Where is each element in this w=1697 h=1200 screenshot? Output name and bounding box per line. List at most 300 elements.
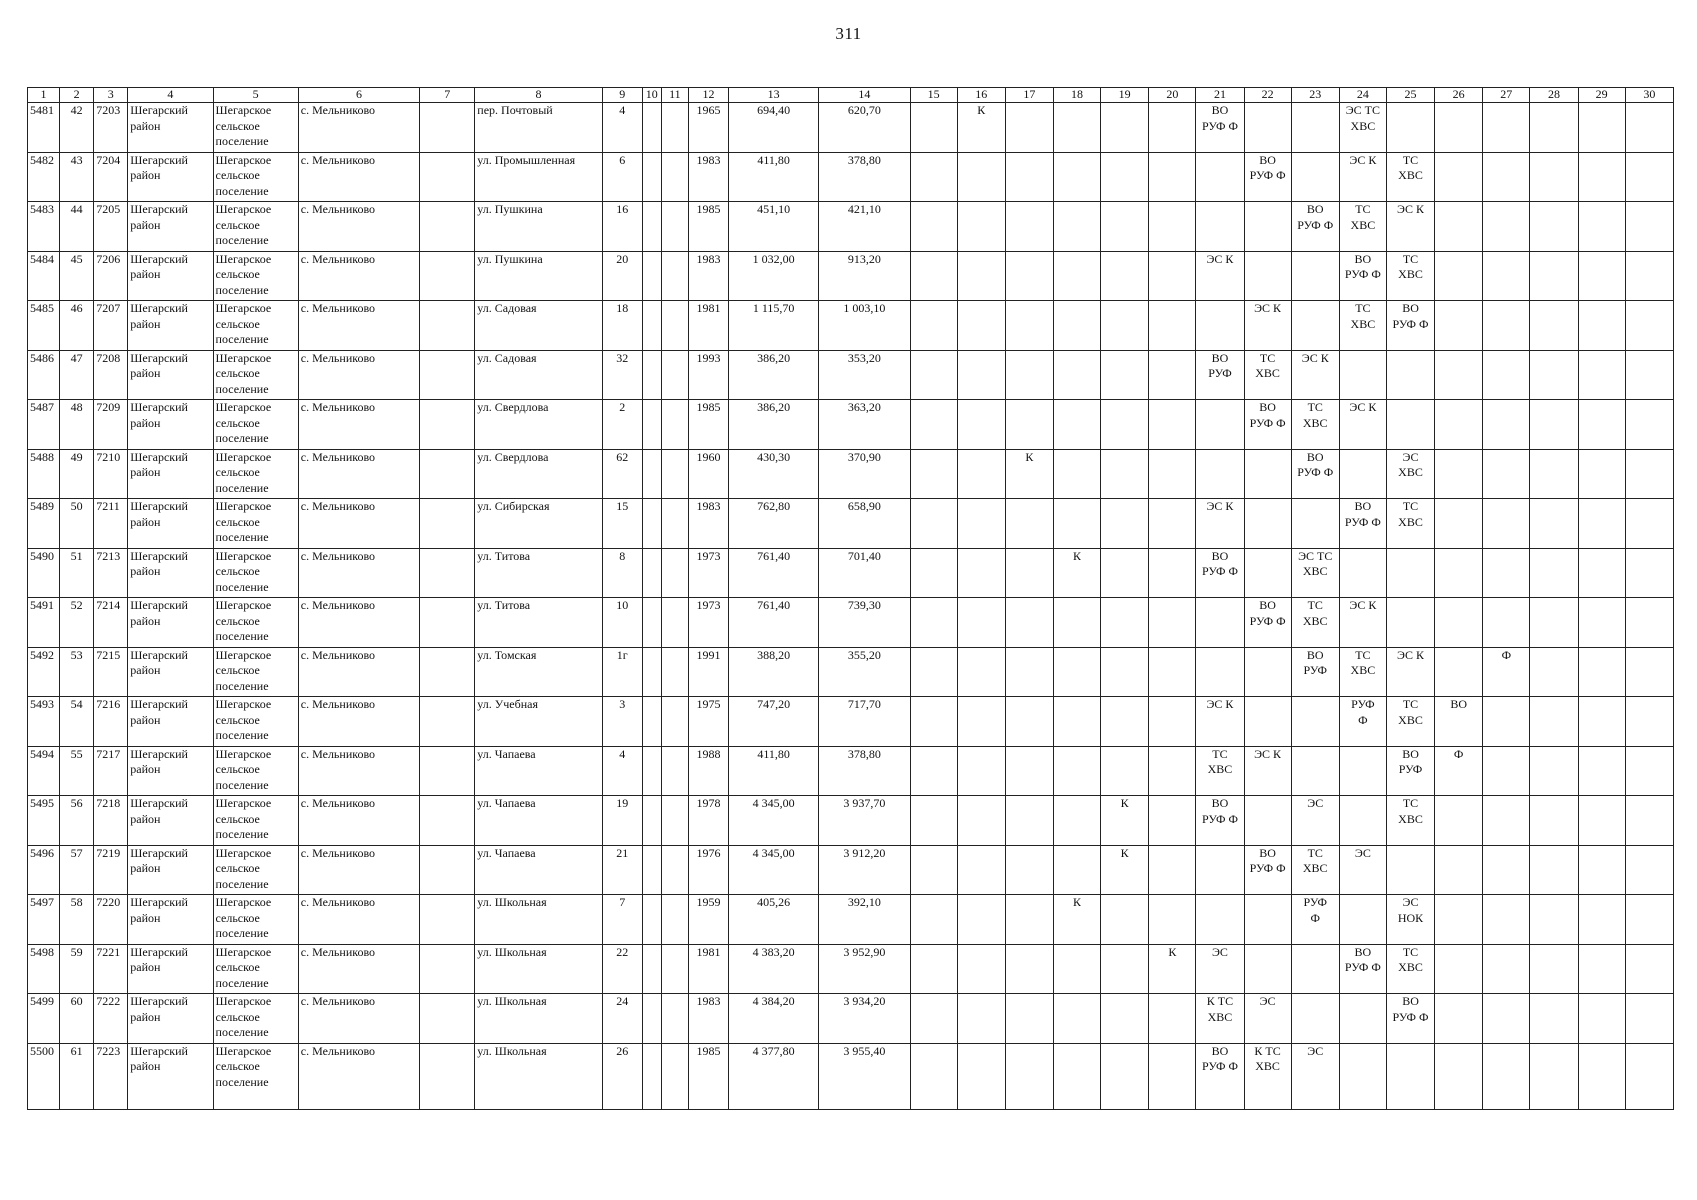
cell-col-5: Шегарское сельское поселение: [213, 103, 298, 153]
cell-col-9: 18: [602, 301, 642, 351]
cell-col-19: [1101, 598, 1149, 648]
cell-col-24: [1339, 994, 1386, 1044]
cell-col-30: [1625, 845, 1673, 895]
column-number-16: 16: [957, 88, 1005, 103]
cell-col-23: [1291, 251, 1339, 301]
cell-col-14: 1 003,10: [819, 301, 910, 351]
cell-col-26: [1435, 103, 1483, 153]
cell-col-2: 53: [60, 647, 94, 697]
table-row: [28, 350, 1674, 400]
cell-col-8: ул. Титова: [475, 598, 602, 648]
cell-col-14: 717,70: [819, 697, 910, 747]
cell-col-23: [1291, 301, 1339, 351]
cell-col-6: с. Мельниково: [298, 350, 419, 400]
cell-col-12: 1981: [688, 301, 728, 351]
cell-col-11: [661, 499, 688, 549]
cell-col-4: Шегарский район: [128, 350, 213, 400]
cell-col-9: 24: [602, 994, 642, 1044]
column-number-3: 3: [94, 88, 128, 103]
cell-col-24: РУФ Ф: [1339, 697, 1386, 747]
cell-col-14: 3 934,20: [819, 994, 910, 1044]
cell-col-11: [661, 103, 688, 153]
cell-col-29: [1578, 548, 1625, 598]
cell-col-12: 1983: [688, 251, 728, 301]
cell-col-13: 4 345,00: [729, 845, 819, 895]
cell-col-13: 1 115,70: [729, 301, 819, 351]
cell-col-27: [1483, 1043, 1530, 1109]
cell-col-6: с. Мельниково: [298, 1043, 419, 1109]
cell-col-2: 47: [60, 350, 94, 400]
cell-col-23: ЭС К: [1291, 350, 1339, 400]
cell-col-2: 44: [60, 202, 94, 252]
cell-col-20: [1149, 746, 1196, 796]
cell-col-26: [1435, 1043, 1483, 1109]
cell-col-18: К: [1053, 895, 1100, 945]
cell-col-12: 1978: [688, 796, 728, 846]
cell-col-21: ЭС К: [1196, 697, 1244, 747]
cell-col-20: [1149, 103, 1196, 153]
cell-col-16: [957, 647, 1005, 697]
cell-col-15: [910, 499, 957, 549]
cell-col-4: Шегарский район: [128, 400, 213, 450]
cell-col-13: 4 383,20: [729, 944, 819, 994]
cell-col-4: Шегарский район: [128, 598, 213, 648]
table-row: [28, 845, 1674, 895]
cell-col-12: 1983: [688, 499, 728, 549]
cell-col-5: Шегарское сельское поселение: [213, 845, 298, 895]
cell-col-30: [1625, 449, 1673, 499]
cell-col-16: [957, 1043, 1005, 1109]
cell-col-20: [1149, 647, 1196, 697]
cell-col-5: Шегарское сельское поселение: [213, 647, 298, 697]
cell-col-8: ул. Промышленная: [475, 152, 602, 202]
cell-col-30: [1625, 796, 1673, 846]
cell-col-25: [1386, 350, 1434, 400]
cell-col-19: К: [1101, 845, 1149, 895]
cell-col-23: ВО РУФ: [1291, 647, 1339, 697]
cell-col-18: [1053, 152, 1100, 202]
cell-col-24: ТС ХВС: [1339, 647, 1386, 697]
cell-col-3: 7203: [94, 103, 128, 153]
cell-col-19: [1101, 202, 1149, 252]
column-number-29: 29: [1578, 88, 1625, 103]
cell-col-1: 5489: [28, 499, 60, 549]
cell-col-23: РУФ Ф: [1291, 895, 1339, 945]
cell-col-9: 32: [602, 350, 642, 400]
cell-col-20: [1149, 499, 1196, 549]
column-number-10: 10: [642, 88, 661, 103]
cell-col-19: [1101, 994, 1149, 1044]
cell-col-1: 5493: [28, 697, 60, 747]
cell-col-6: с. Мельниково: [298, 895, 419, 945]
cell-col-28: [1530, 697, 1578, 747]
cell-col-9: 3: [602, 697, 642, 747]
cell-col-17: [1005, 598, 1053, 648]
cell-col-2: 50: [60, 499, 94, 549]
cell-col-9: 4: [602, 746, 642, 796]
column-number-14: 14: [819, 88, 910, 103]
cell-col-24: [1339, 350, 1386, 400]
cell-col-22: ВО РУФ Ф: [1244, 845, 1291, 895]
column-number-30: 30: [1625, 88, 1673, 103]
cell-col-26: [1435, 944, 1483, 994]
cell-col-29: [1578, 350, 1625, 400]
cell-col-17: [1005, 499, 1053, 549]
column-number-5: 5: [213, 88, 298, 103]
cell-col-28: [1530, 350, 1578, 400]
cell-col-6: с. Мельниково: [298, 152, 419, 202]
cell-col-5: Шегарское сельское поселение: [213, 301, 298, 351]
table-row: [28, 449, 1674, 499]
cell-col-1: 5482: [28, 152, 60, 202]
cell-col-7: [420, 350, 475, 400]
cell-col-24: [1339, 895, 1386, 945]
cell-col-17: [1005, 845, 1053, 895]
cell-col-26: [1435, 202, 1483, 252]
cell-col-26: [1435, 548, 1483, 598]
cell-col-14: 353,20: [819, 350, 910, 400]
cell-col-14: 3 912,20: [819, 845, 910, 895]
cell-col-25: ТС ХВС: [1386, 944, 1434, 994]
cell-col-25: [1386, 845, 1434, 895]
cell-col-11: [661, 251, 688, 301]
cell-col-7: [420, 994, 475, 1044]
cell-col-8: пер. Почтовый: [475, 103, 602, 153]
cell-col-6: с. Мельниково: [298, 449, 419, 499]
cell-col-28: [1530, 895, 1578, 945]
cell-col-9: 21: [602, 845, 642, 895]
cell-col-23: ТС ХВС: [1291, 845, 1339, 895]
cell-col-22: ВО РУФ Ф: [1244, 400, 1291, 450]
cell-col-29: [1578, 449, 1625, 499]
cell-col-27: [1483, 697, 1530, 747]
cell-col-9: 20: [602, 251, 642, 301]
cell-col-12: 1985: [688, 202, 728, 252]
cell-col-26: [1435, 152, 1483, 202]
cell-col-30: [1625, 301, 1673, 351]
cell-col-21: [1196, 202, 1244, 252]
cell-col-21: ЭС К: [1196, 499, 1244, 549]
cell-col-23: [1291, 994, 1339, 1044]
cell-col-15: [910, 845, 957, 895]
cell-col-4: Шегарский район: [128, 152, 213, 202]
cell-col-12: 1959: [688, 895, 728, 945]
cell-col-10: [642, 1043, 661, 1109]
cell-col-28: [1530, 746, 1578, 796]
cell-col-16: [957, 400, 1005, 450]
cell-col-6: с. Мельниково: [298, 548, 419, 598]
cell-col-12: 1983: [688, 994, 728, 1044]
column-number-19: 19: [1101, 88, 1149, 103]
cell-col-17: [1005, 994, 1053, 1044]
cell-col-10: [642, 251, 661, 301]
cell-col-17: [1005, 944, 1053, 994]
cell-col-27: [1483, 598, 1530, 648]
cell-col-10: [642, 647, 661, 697]
cell-col-23: ТС ХВС: [1291, 598, 1339, 648]
cell-col-19: [1101, 647, 1149, 697]
cell-col-8: ул. Школьная: [475, 1043, 602, 1109]
column-number-28: 28: [1530, 88, 1578, 103]
cell-col-29: [1578, 301, 1625, 351]
cell-col-11: [661, 350, 688, 400]
cell-col-10: [642, 895, 661, 945]
cell-col-18: [1053, 202, 1100, 252]
cell-col-4: Шегарский район: [128, 796, 213, 846]
cell-col-3: 7209: [94, 400, 128, 450]
cell-col-20: [1149, 152, 1196, 202]
cell-col-7: [420, 202, 475, 252]
cell-col-23: ТС ХВС: [1291, 400, 1339, 450]
cell-col-3: 7213: [94, 548, 128, 598]
cell-col-23: [1291, 499, 1339, 549]
cell-col-20: [1149, 449, 1196, 499]
cell-col-19: [1101, 944, 1149, 994]
cell-col-27: [1483, 845, 1530, 895]
cell-col-18: [1053, 301, 1100, 351]
cell-col-7: [420, 647, 475, 697]
cell-col-13: 388,20: [729, 647, 819, 697]
cell-col-3: 7204: [94, 152, 128, 202]
cell-col-13: 451,10: [729, 202, 819, 252]
cell-col-29: [1578, 647, 1625, 697]
cell-col-11: [661, 449, 688, 499]
cell-col-15: [910, 647, 957, 697]
cell-col-20: [1149, 350, 1196, 400]
cell-col-30: [1625, 895, 1673, 945]
cell-col-29: [1578, 251, 1625, 301]
cell-col-30: [1625, 548, 1673, 598]
cell-col-14: 3 955,40: [819, 1043, 910, 1109]
cell-col-8: ул. Пушкина: [475, 202, 602, 252]
table-row: [28, 202, 1674, 252]
cell-col-24: [1339, 548, 1386, 598]
cell-col-6: с. Мельниково: [298, 944, 419, 994]
cell-col-18: [1053, 697, 1100, 747]
cell-col-5: Шегарское сельское поселение: [213, 598, 298, 648]
cell-col-16: [957, 697, 1005, 747]
cell-col-11: [661, 202, 688, 252]
cell-col-30: [1625, 994, 1673, 1044]
column-number-17: 17: [1005, 88, 1053, 103]
cell-col-1: 5490: [28, 548, 60, 598]
cell-col-25: ВО РУФ Ф: [1386, 301, 1434, 351]
cell-col-13: 4 345,00: [729, 796, 819, 846]
cell-col-21: ЭС: [1196, 944, 1244, 994]
cell-col-13: 4 377,80: [729, 1043, 819, 1109]
cell-col-10: [642, 548, 661, 598]
column-number-25: 25: [1386, 88, 1434, 103]
cell-col-25: ЭС К: [1386, 202, 1434, 252]
cell-col-8: ул. Школьная: [475, 994, 602, 1044]
cell-col-30: [1625, 251, 1673, 301]
cell-col-15: [910, 251, 957, 301]
cell-col-1: 5494: [28, 746, 60, 796]
cell-col-27: [1483, 548, 1530, 598]
cell-col-19: К: [1101, 796, 1149, 846]
cell-col-5: Шегарское сельское поселение: [213, 350, 298, 400]
cell-col-1: 5491: [28, 598, 60, 648]
cell-col-21: [1196, 647, 1244, 697]
cell-col-28: [1530, 400, 1578, 450]
cell-col-18: [1053, 845, 1100, 895]
cell-col-16: К: [957, 103, 1005, 153]
cell-col-11: [661, 598, 688, 648]
cell-col-5: Шегарское сельское поселение: [213, 746, 298, 796]
cell-col-3: 7208: [94, 350, 128, 400]
cell-col-1: 5496: [28, 845, 60, 895]
cell-col-25: ЭС ХВС: [1386, 449, 1434, 499]
cell-col-5: Шегарское сельское поселение: [213, 697, 298, 747]
cell-col-24: [1339, 796, 1386, 846]
cell-col-20: К: [1149, 944, 1196, 994]
cell-col-23: [1291, 746, 1339, 796]
cell-col-5: Шегарское сельское поселение: [213, 400, 298, 450]
cell-col-11: [661, 895, 688, 945]
cell-col-20: [1149, 845, 1196, 895]
table-row: [28, 251, 1674, 301]
cell-col-19: [1101, 449, 1149, 499]
cell-col-6: с. Мельниково: [298, 598, 419, 648]
table-row: [28, 301, 1674, 351]
cell-col-11: [661, 944, 688, 994]
cell-col-20: [1149, 400, 1196, 450]
cell-col-12: 1985: [688, 1043, 728, 1109]
cell-col-30: [1625, 598, 1673, 648]
cell-col-11: [661, 548, 688, 598]
cell-col-2: 54: [60, 697, 94, 747]
cell-col-4: Шегарский район: [128, 499, 213, 549]
cell-col-13: 747,20: [729, 697, 819, 747]
cell-col-27: [1483, 895, 1530, 945]
cell-col-2: 52: [60, 598, 94, 648]
cell-col-5: Шегарское сельское поселение: [213, 202, 298, 252]
cell-col-17: [1005, 548, 1053, 598]
cell-col-23: ЭС ТС ХВС: [1291, 548, 1339, 598]
cell-col-4: Шегарский район: [128, 202, 213, 252]
cell-col-8: ул. Чапаева: [475, 746, 602, 796]
cell-col-7: [420, 598, 475, 648]
cell-col-16: [957, 895, 1005, 945]
cell-col-13: 1 032,00: [729, 251, 819, 301]
cell-col-14: 3 937,70: [819, 796, 910, 846]
cell-col-8: ул. Пушкина: [475, 251, 602, 301]
cell-col-17: [1005, 103, 1053, 153]
cell-col-17: [1005, 152, 1053, 202]
cell-col-9: 1г: [602, 647, 642, 697]
cell-col-18: [1053, 251, 1100, 301]
cell-col-21: К ТС ХВС: [1196, 994, 1244, 1044]
table-row: [28, 598, 1674, 648]
cell-col-12: 1973: [688, 598, 728, 648]
cell-col-19: [1101, 746, 1149, 796]
column-number-22: 22: [1244, 88, 1291, 103]
cell-col-20: [1149, 251, 1196, 301]
cell-col-15: [910, 350, 957, 400]
cell-col-17: [1005, 350, 1053, 400]
cell-col-3: 7211: [94, 499, 128, 549]
cell-col-21: ВО РУФ Ф: [1196, 103, 1244, 153]
cell-col-13: 411,80: [729, 152, 819, 202]
cell-col-1: 5499: [28, 994, 60, 1044]
cell-col-14: 392,10: [819, 895, 910, 945]
cell-col-18: [1053, 647, 1100, 697]
cell-col-19: [1101, 499, 1149, 549]
cell-col-20: [1149, 994, 1196, 1044]
cell-col-14: 370,90: [819, 449, 910, 499]
table-row: [28, 103, 1674, 153]
cell-col-22: ЭС К: [1244, 746, 1291, 796]
cell-col-14: 3 952,90: [819, 944, 910, 994]
cell-col-21: ВО РУФ Ф: [1196, 796, 1244, 846]
cell-col-18: [1053, 350, 1100, 400]
table-row: [28, 499, 1674, 549]
cell-col-27: [1483, 301, 1530, 351]
cell-col-14: 620,70: [819, 103, 910, 153]
cell-col-7: [420, 301, 475, 351]
cell-col-25: ЭС К: [1386, 647, 1434, 697]
cell-col-3: 7206: [94, 251, 128, 301]
cell-col-17: [1005, 202, 1053, 252]
cell-col-28: [1530, 1043, 1578, 1109]
cell-col-25: [1386, 400, 1434, 450]
cell-col-26: [1435, 499, 1483, 549]
cell-col-22: [1244, 697, 1291, 747]
cell-col-15: [910, 301, 957, 351]
cell-col-2: 61: [60, 1043, 94, 1109]
cell-col-8: ул. Школьная: [475, 944, 602, 994]
cell-col-26: [1435, 350, 1483, 400]
cell-col-21: ЭС К: [1196, 251, 1244, 301]
cell-col-6: с. Мельниково: [298, 796, 419, 846]
cell-col-23: [1291, 697, 1339, 747]
cell-col-14: 421,10: [819, 202, 910, 252]
cell-col-12: 1976: [688, 845, 728, 895]
cell-col-26: [1435, 598, 1483, 648]
cell-col-12: 1981: [688, 944, 728, 994]
cell-col-8: ул. Учебная: [475, 697, 602, 747]
table-row: [28, 647, 1674, 697]
cell-col-28: [1530, 647, 1578, 697]
cell-col-3: 7223: [94, 1043, 128, 1109]
cell-col-11: [661, 697, 688, 747]
cell-col-6: с. Мельниково: [298, 103, 419, 153]
cell-col-27: [1483, 251, 1530, 301]
cell-col-8: ул. Свердлова: [475, 449, 602, 499]
cell-col-2: 51: [60, 548, 94, 598]
cell-col-12: 1991: [688, 647, 728, 697]
cell-col-3: 7215: [94, 647, 128, 697]
cell-col-23: [1291, 944, 1339, 994]
cell-col-28: [1530, 598, 1578, 648]
cell-col-22: [1244, 548, 1291, 598]
cell-col-21: ТС ХВС: [1196, 746, 1244, 796]
cell-col-30: [1625, 103, 1673, 153]
cell-col-6: с. Мельниково: [298, 400, 419, 450]
cell-col-23: ВО РУФ Ф: [1291, 202, 1339, 252]
cell-col-28: [1530, 449, 1578, 499]
cell-col-8: ул. Сибирская: [475, 499, 602, 549]
cell-col-30: [1625, 202, 1673, 252]
cell-col-22: ЭС К: [1244, 301, 1291, 351]
cell-col-2: 60: [60, 994, 94, 1044]
cell-col-22: ЭС: [1244, 994, 1291, 1044]
cell-col-6: с. Мельниково: [298, 845, 419, 895]
cell-col-21: [1196, 400, 1244, 450]
cell-col-30: [1625, 400, 1673, 450]
cell-col-22: [1244, 103, 1291, 153]
cell-col-1: 5497: [28, 895, 60, 945]
